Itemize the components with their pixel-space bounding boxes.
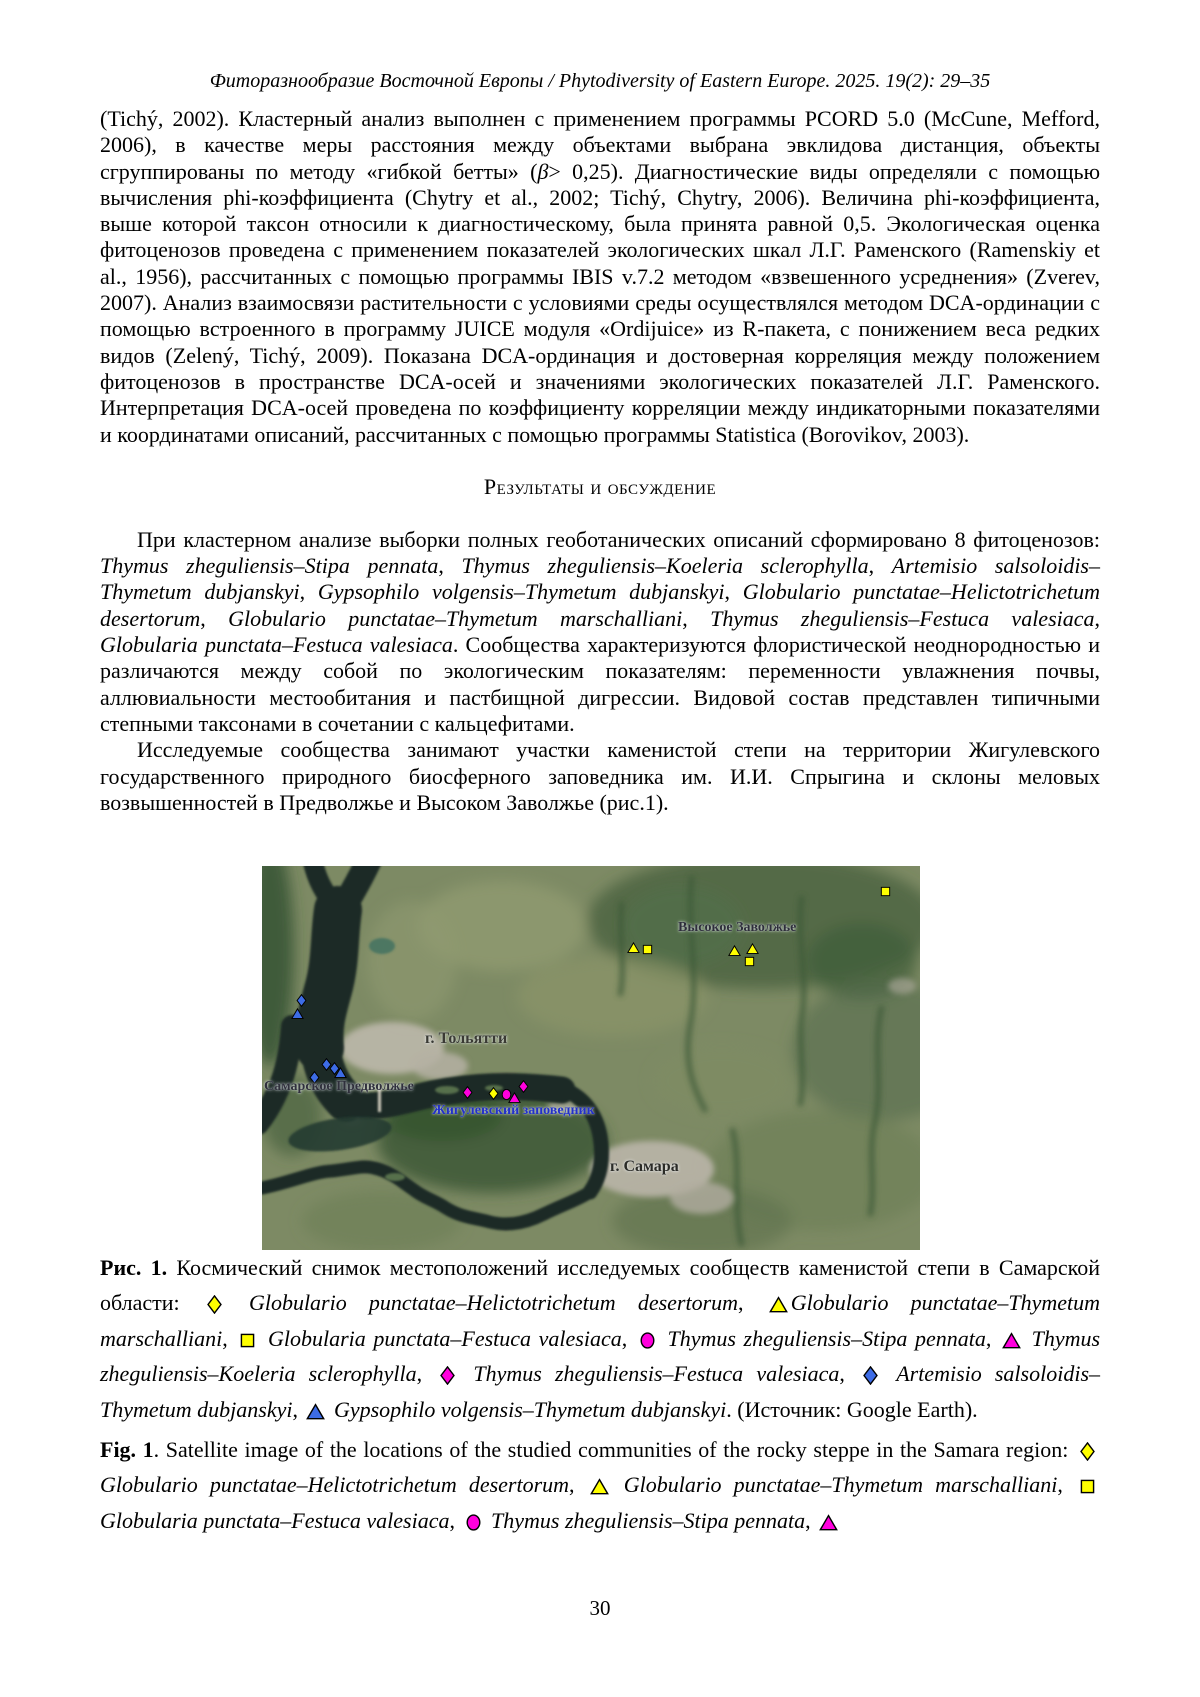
magenta-triangle-icon [1002, 1331, 1021, 1350]
site-marker [291, 1007, 304, 1025]
species-name-text: Gypsophilo volgensis–Thymetum dubjanskyi [333, 1396, 727, 1422]
figure-caption-english [100, 1432, 1100, 1538]
map-label: г. Тольятти [425, 1030, 508, 1047]
map-label: Самарское Предволжье [264, 1079, 414, 1094]
species-name-text: Globulario punctatae–Thymetum marschalliani [623, 1472, 1058, 1498]
body-paragraph-methods [100, 106, 1100, 448]
species-name-text: Globularia punctata–Festuca valesiaca [100, 632, 453, 658]
body-text-block [100, 106, 1100, 816]
text-run [227, 1290, 249, 1315]
text-run: , [569, 1472, 587, 1498]
species-name-text: Globulario punctatae–Helictotrichetum desertorum [100, 1472, 570, 1498]
species-name-text: Artemisio salsoloidis–Thymetum dubjanskyi [100, 553, 1100, 605]
yellow-triangle-icon [769, 1295, 788, 1314]
species-name-text: Artemisio salsoloidis–Thymetum dubjanskyi [100, 1361, 1101, 1422]
map-label: г. Самара [610, 1158, 679, 1175]
site-marker [487, 1087, 500, 1105]
yellow-square-icon [238, 1331, 257, 1350]
text-run [260, 1326, 268, 1351]
yellow-square-icon [641, 943, 654, 956]
text-run: . (Источник: Google Earth). [726, 1396, 978, 1422]
yellow-triangle-icon [746, 942, 759, 955]
text-run: Fig. 1 [100, 1437, 154, 1462]
text-run: , [1057, 1472, 1076, 1498]
text-run [883, 1361, 896, 1386]
body-paragraph-locations: Исследуемые сообщества занимают участки каменистой степи на территории Жигулевского государственного природного биосферного заповедника им. И.И. Спрыгина и склоны меловых возвышенностей в Предволжье и Высоком Заволжье (рис.1). [100, 737, 1100, 815]
text-run: > 0,25). Диагностические виды определяли с помощью вычисления phi-коэффициента (Chytry et al., 2002; Tichý, Chytry, 2006). Величина phi-коэффициента, выше которой таксон относили к диагностическому, была принята равной 0,5. Экологическая оценка фитоценозов проведена с применением показателей экологических шкал Л.Г. Раменского (Ramenskiy et al., 1956), рассчитанных с помощью программы IBIS v.7.2 методом «взвешенного усреднения» (Zverev, 2007). Анализ взаимосвязи растительности с условиями среды осуществлялся методом DCA-ординации с помощью встроенного в программу JUICE модуля «Ordijuice» из R-пакета, с понижением веса редких видов (Zelený, Tichý, 2009). Показана DCA-ординация и достоверная корреляция между положением фитоценозов в пространстве DCA-осей и значениями экологических показателей Л.Г. Раменского. Интерпретация DCA-осей проведена по коэффициенту корреляции между индикаторными показателями и координатами описаний, рассчитанных с помощью программы Statistica (Borovikov, 2003). [100, 158, 1100, 447]
magenta-diamond-icon [461, 1086, 474, 1099]
species-name-text: Globularia punctata–Festuca valesiaca [267, 1325, 622, 1351]
text-run [460, 1361, 473, 1386]
text-run: , [438, 553, 462, 579]
map-label: Высокое Заволжье [678, 920, 797, 935]
text-run: , [985, 1325, 999, 1351]
text-run: При кластерном анализе выборки полных геоботанических описаний сформировано 8 фитоценозов: [137, 526, 1100, 552]
species-name-text: Globulario punctatae–Helictotrichetum desertorum [100, 579, 1100, 631]
magenta-circle-icon [464, 1513, 483, 1532]
species-name-text: Thymus zheguliensis–Festuca valesiaca [710, 605, 1095, 631]
text-run: , [621, 1325, 635, 1351]
text-run: . Сообщества характеризуются флористической неоднородностью и различаются между собой по экологическим показателям: переменности увлажнения почвы, аллювиальности местообитания и пастбищной дигрессии. Видовой состав представлен типичными степными таксонами в сочетании с кальцефитами. [100, 632, 1101, 736]
text-run: , [805, 1507, 817, 1533]
text-run: , [416, 1361, 436, 1387]
yellow-triangle-icon [728, 944, 741, 957]
species-name-text: Thymus zheguliensis–Stipa pennata [100, 553, 439, 579]
map-markers-overlay [262, 866, 920, 1250]
site-marker [641, 943, 654, 961]
species-name-text: Thymus zheguliensis–Festuca valesiaca [473, 1361, 840, 1387]
text-run: , [222, 1325, 236, 1351]
site-marker [517, 1080, 530, 1098]
blue-diamond-icon [861, 1366, 880, 1385]
species-name-text: Globulario punctatae–Thymetum marschalliani [228, 605, 683, 631]
yellow-triangle-icon [590, 1477, 609, 1496]
magenta-diamond-icon [517, 1080, 530, 1093]
yellow-diamond-icon [205, 1295, 224, 1314]
site-marker [461, 1086, 474, 1104]
text-run: Космический снимок местоположений исследуемых сообществ каменистой степи в Самарской области: [100, 1255, 1100, 1316]
journal-citation-header: Фиторазнообразие Восточной Европы / Phytodiversity of Eastern Europe. 2025. 19(2): 29–35 [209, 70, 991, 92]
text-run: , [839, 1361, 859, 1387]
species-name-text: Thymus zheguliensis–Koeleria sclerophylla [100, 1325, 1101, 1387]
blue-triangle-icon [291, 1007, 304, 1020]
yellow-diamond-icon [1078, 1442, 1097, 1461]
text-run: , [292, 1396, 304, 1422]
text-run: . Satellite image of the locations of the studied communities of the rocky steppe in the Samara region: [153, 1437, 1075, 1462]
species-name-text: Globulario punctatae–Helictotrichetum desertorum [248, 1290, 739, 1316]
species-name-text: Thymus zheguliensis–Stipa pennata [667, 1325, 986, 1351]
text-run: , [682, 605, 711, 631]
blue-diamond-icon [295, 994, 308, 1007]
magenta-circle-icon [638, 1331, 657, 1350]
text-run: , [449, 1507, 461, 1533]
text-run: , [200, 605, 229, 631]
text-run: , [724, 579, 743, 605]
species-name-text: Globularia punctata–Festuca valesiaca [100, 1507, 450, 1533]
text-run: Рис. 1. [100, 1255, 177, 1280]
species-name-text: Thymus zheguliensis–Koeleria sclerophylla [461, 553, 869, 579]
site-marker [728, 944, 741, 962]
text-run: , [1094, 605, 1101, 631]
magenta-diamond-icon [438, 1366, 457, 1385]
yellow-diamond-icon [487, 1087, 500, 1100]
yellow-square-icon [879, 885, 892, 898]
figure-1-satellite-map [262, 866, 920, 1250]
yellow-triangle-icon [627, 941, 640, 954]
species-name-text: Gypsophilo volgensis–Thymetum dubjanskyi [317, 579, 725, 605]
site-marker [627, 941, 640, 959]
page-number: 30 [589, 1596, 611, 1620]
text-run [1024, 1326, 1032, 1351]
text-run [612, 1472, 624, 1497]
text-run: , [738, 1290, 766, 1316]
blue-triangle-icon [306, 1402, 325, 1421]
blue-triangle-icon [334, 1066, 347, 1079]
map-label: Жигулевский заповедник [432, 1103, 595, 1118]
section-heading-results: Результаты и обсуждение [483, 473, 717, 499]
text-run: (Tichý, 2002). Кластерный анализ выполнен с применением программы PCORD 5.0 (McCune, Mefford, 2006), в качестве меры расстояния между объектами выбрана эвклидова дистанция, объекты сгруппированы по методу «гибкой бетты» ( [100, 106, 1100, 184]
figure-caption-russian [100, 1250, 1100, 1427]
text-run: , [299, 579, 318, 605]
site-marker [879, 885, 892, 903]
text-run: , [868, 553, 892, 579]
body-paragraph-results [100, 527, 1100, 737]
species-name-text: Thymus zheguliensis–Stipa pennata [491, 1507, 806, 1533]
yellow-square-icon [743, 955, 756, 968]
site-marker [743, 955, 756, 973]
yellow-square-icon [1078, 1477, 1097, 1496]
species-name-text: Globulario punctatae–Thymetum marschalliani [100, 1290, 1101, 1351]
magenta-triangle-icon [819, 1513, 838, 1532]
species-name-text: β [537, 158, 549, 184]
